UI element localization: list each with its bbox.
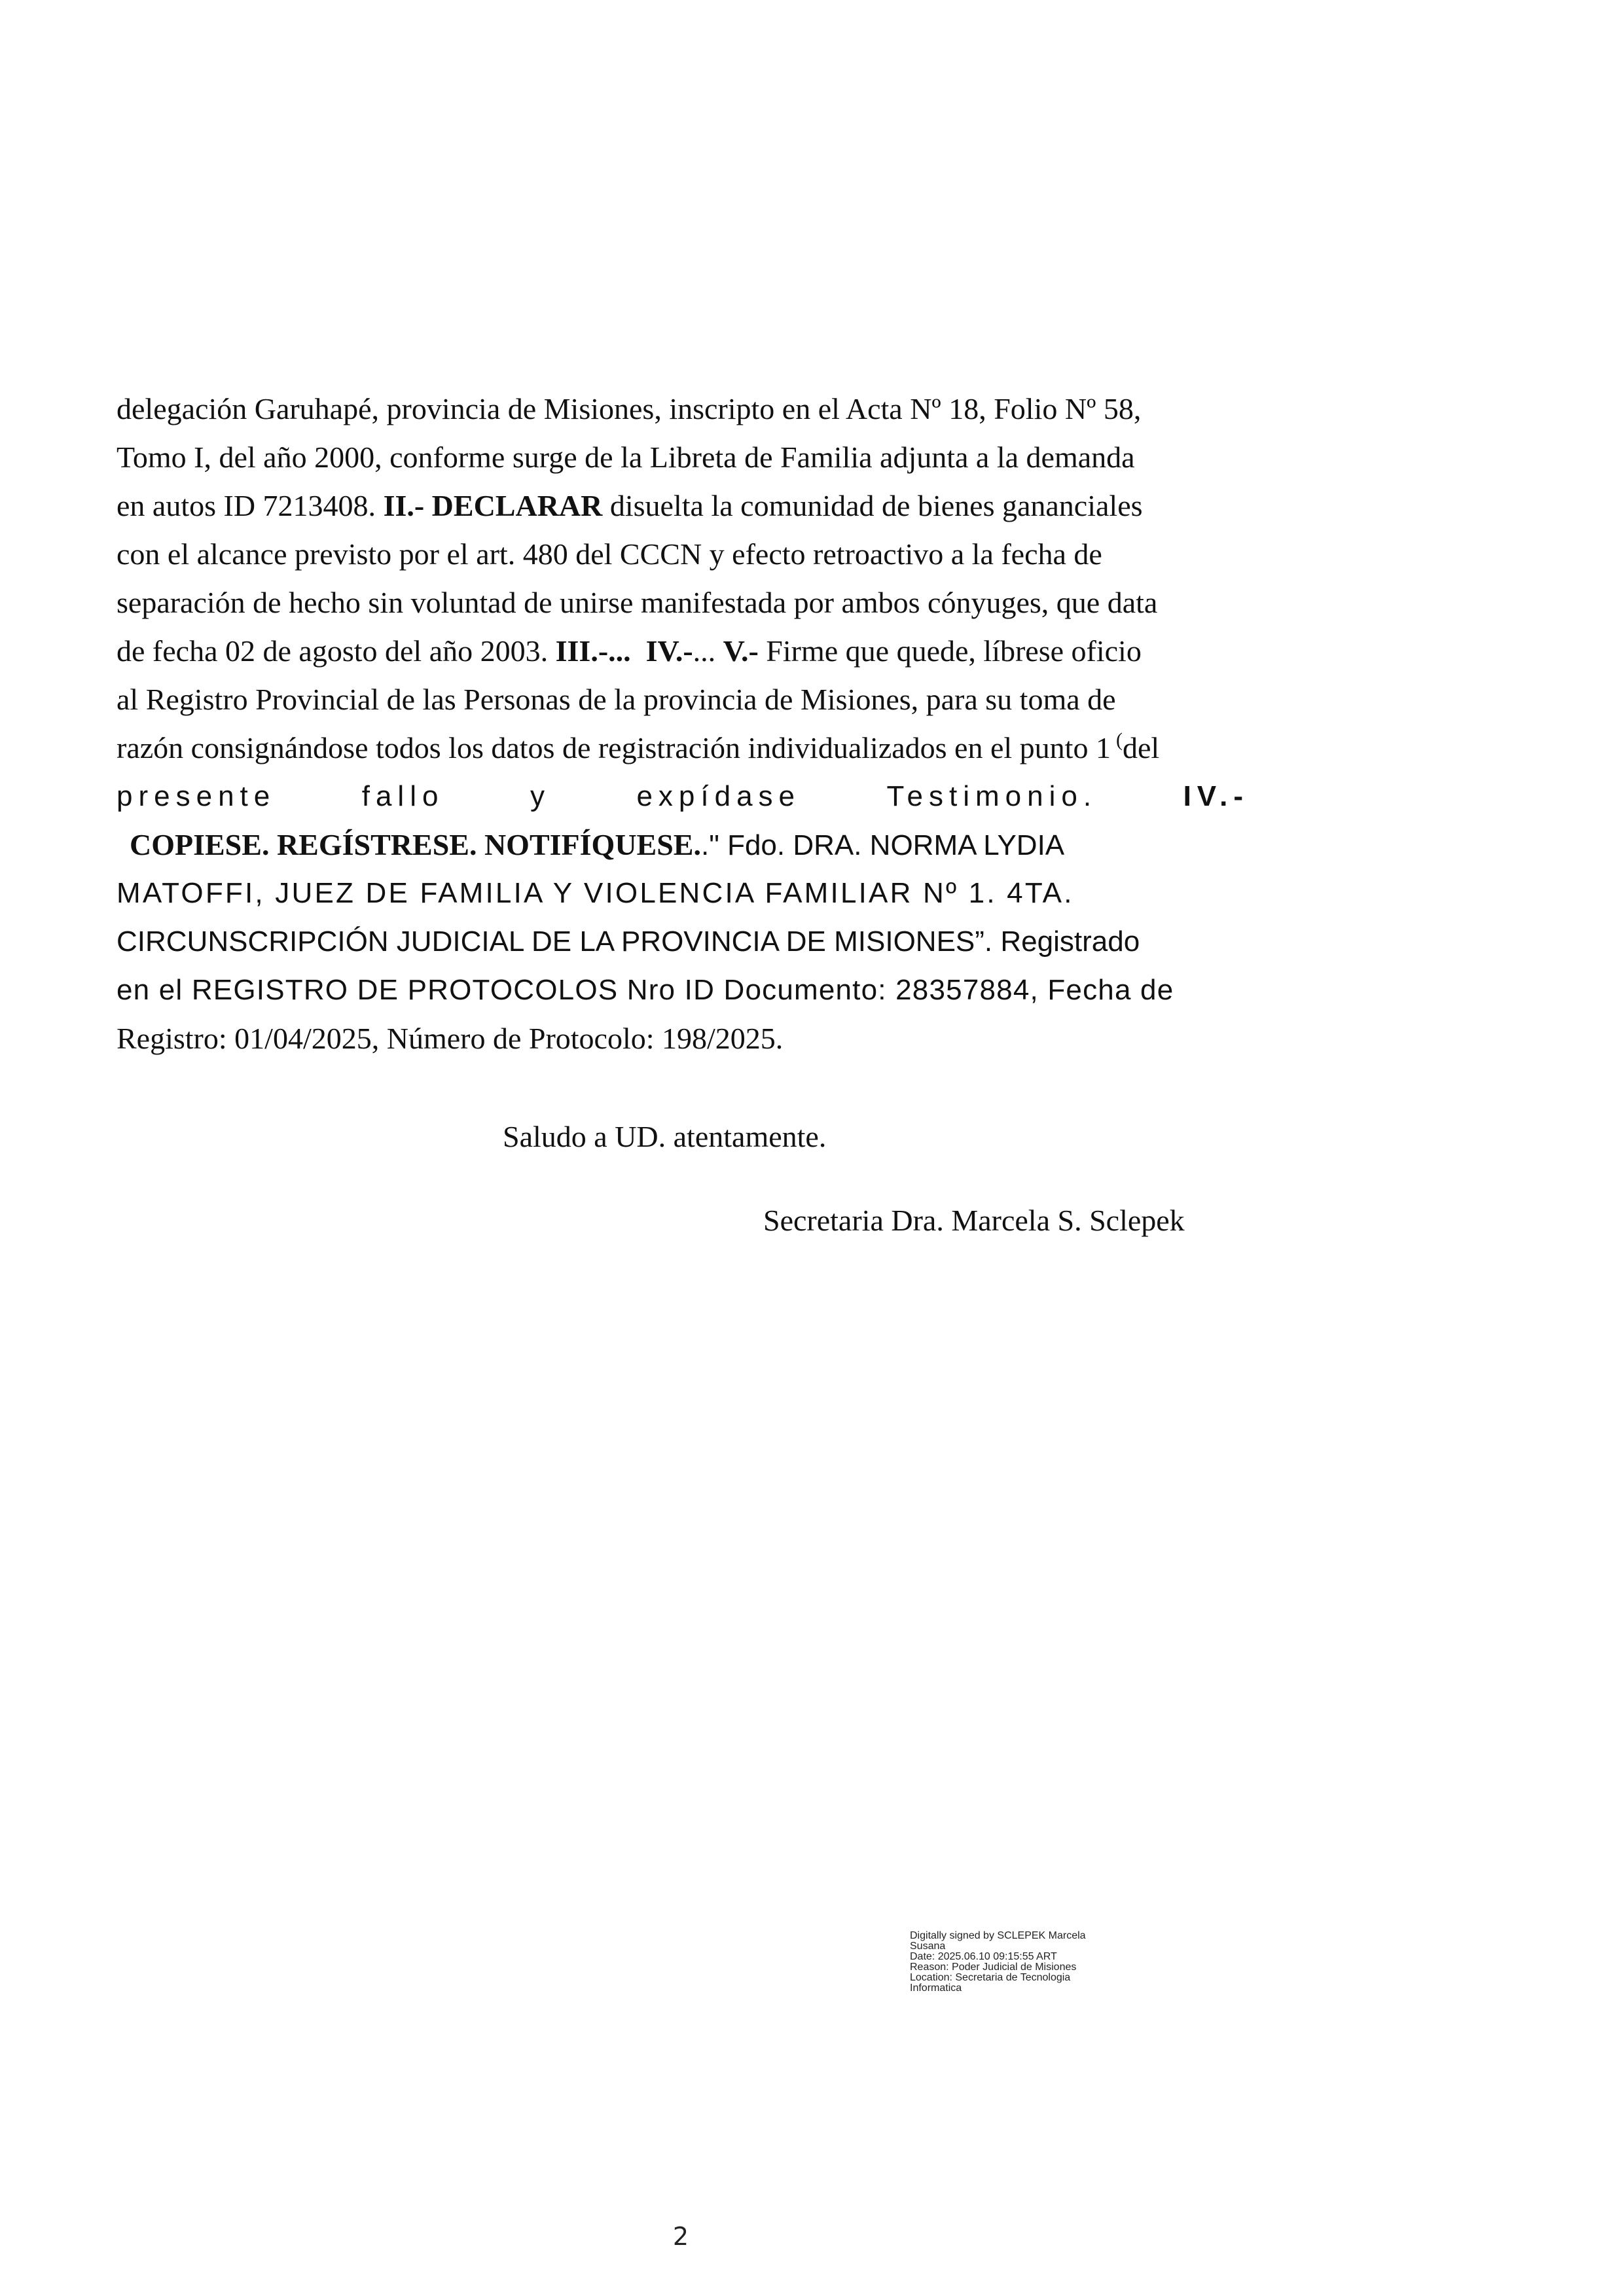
- text-line: MATOFFI, JUEZ DE FAMILIA Y VIOLENCIA FAMILIAR Nº 1. 4TA.: [117, 877, 1074, 909]
- page-number: 2: [672, 2222, 689, 2251]
- text-line: al Registro Provincial de las Personas de la provincia de Misiones, para su toma de: [117, 683, 1116, 716]
- text-line: [117, 627, 1249, 675]
- text-span: razón consignándose todos los datos de registración individualizados en el punto 1: [117, 731, 1111, 764]
- word: y: [530, 780, 550, 812]
- signature-line: Digitally signed by SCLEPEK Marcela: [910, 1930, 1086, 1941]
- text-line: separación de hecho sin voluntad de unirse manifestada por ambos cónyuges, que data: [117, 586, 1158, 619]
- text-line: delegación Garuhapé, provincia de Misiones, inscripto en el Acta Nº 18, Folio Nº 58,: [117, 392, 1142, 425]
- text-span: de fecha 02 de agosto del año 2003.: [117, 634, 556, 668]
- text-line: Tomo I, del año 2000, conforme surge de la Libreta de Familia adjunta a la demanda: [117, 440, 1135, 474]
- word: expídase: [636, 780, 801, 812]
- text-line: [117, 724, 1249, 772]
- section-marker-iv: IV.-: [1183, 780, 1249, 812]
- text-span: CIRCUNSCRIPCIÓN JUDICIAL DE LA PROVINCIA DE MISIONES: [117, 925, 975, 958]
- text-line: en el REGISTRO DE PROTOCOLOS Nro ID Documento: 28357884, Fecha de: [117, 974, 1174, 1006]
- copiese-heading: COPIESE. REGÍSTRESE. NOTIFÍQUESE.: [130, 828, 701, 861]
- text-line: [117, 821, 1249, 869]
- text-span: en autos ID 7213408.: [117, 489, 384, 522]
- declarar-heading: II.- DECLARAR: [383, 489, 603, 522]
- text-line: [117, 918, 1249, 966]
- word: presente: [117, 780, 276, 812]
- word: Testimonio.: [886, 780, 1098, 812]
- text-line: Registro: 01/04/2025, Número de Protocolo: 198/2025.: [117, 1022, 784, 1055]
- text-line-spaced: [117, 772, 1249, 821]
- text-span: del: [1122, 731, 1160, 764]
- text-span: [631, 634, 646, 668]
- signature-line: Location: Secretaria de Tecnologia: [910, 1972, 1071, 1983]
- signature-line: Susana: [910, 1941, 946, 1952]
- resolution-text: [117, 385, 1249, 1063]
- text-span: Firme que quede, líbrese oficio: [758, 634, 1142, 668]
- text-span: ”. Registrado: [975, 925, 1140, 958]
- section-marker-iii: III.-...: [555, 634, 631, 668]
- signature-line: Date: 2025.06.10 09:15:55 ART: [910, 1951, 1057, 1962]
- section-marker-iv: IV.-: [645, 634, 693, 668]
- section-marker-v: V.-: [723, 634, 759, 668]
- word: fallo: [361, 780, 444, 812]
- secretary-signature-line: Secretaria Dra. Marcela S. Sclepek: [763, 1204, 1185, 1237]
- text-span: ." Fdo. DRA. NORMA LYDIA: [701, 829, 1065, 861]
- digital-signature-stamp: [910, 1931, 1132, 1994]
- text-span: ...: [693, 634, 723, 668]
- text-line: con el alcance previsto por el art. 480 del CCCN y efecto retroactivo a la fecha de: [117, 537, 1102, 571]
- signature-line: Reason: Poder Judicial de Misiones: [910, 1962, 1077, 1973]
- closing-salutation: Saludo a UD. atentamente.: [503, 1120, 827, 1153]
- text-line: [117, 482, 1249, 530]
- signature-line: Informatica: [910, 1982, 962, 1994]
- superscript-mark: (: [1115, 729, 1123, 751]
- text-span: disuelta la comunidad de bienes gananciales: [602, 489, 1143, 522]
